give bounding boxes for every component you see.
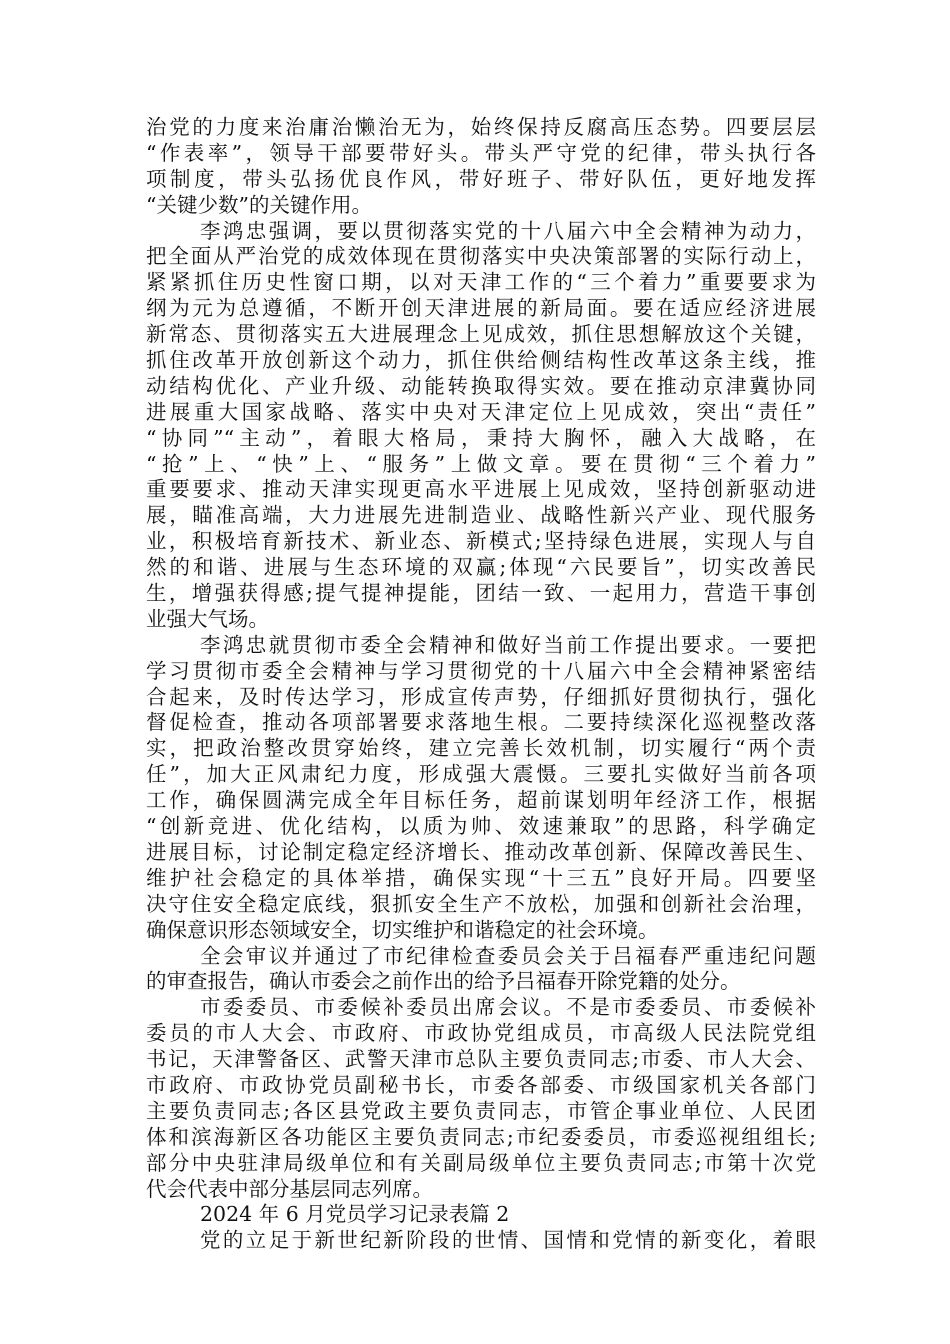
text-line: “创新竞进、优化结构，以质为帅、效速兼取”的思路，科学确定 xyxy=(146,814,816,839)
text-line: 全会审议并通过了市纪律检查委员会关于吕福春严重违纪问题 xyxy=(200,943,816,968)
text-line: 业，积极培育新技术、新业态、新模式;坚持绿色进展，实现人与自 xyxy=(146,529,816,554)
text-line: 纲为元为总遵循，不断开创天津进展的新局面。要在适应经济进展 xyxy=(146,296,816,321)
text-line: 进展重大国家战略、落实中央对天津定位上见成效，突出“责任” xyxy=(146,399,816,424)
text-line: 体和滨海新区各功能区主要负责同志;市纪委委员，市委巡视组组长; xyxy=(146,1124,816,1149)
text-line: 抓住改革开放创新这个动力，抓住供给侧结构性改革这条主线，推 xyxy=(146,348,816,373)
text-line: 进展目标，讨论制定稳定经济增长、推动改革创新、保障改善民生、 xyxy=(146,839,816,864)
text-line: 然的和谐、进展与生态环境的双赢;体现“六民要旨”，切实改善民 xyxy=(146,555,816,580)
text-line: “协同”“主动”，着眼大格局，秉持大胸怀，融入大战略，在 xyxy=(146,425,816,450)
text-line: 书记，天津警备区、武警天津市总队主要负责同志;市委、市人大会、 xyxy=(146,1047,816,1072)
text-line: 委员的市人大会、市政府、市政协党组成员，市高级人民法院党组 xyxy=(146,1021,816,1046)
text-line: 确保意识形态领域安全，切实维护和谐稳定的社会环境。 xyxy=(146,917,659,942)
text-line: 决守住安全稳定底线，狠抓安全生产不放松，加强和创新社会治理， xyxy=(146,891,816,916)
text-line: 合起来，及时传达学习，形成宣传声势，仔细抓好贯彻执行，强化 xyxy=(146,684,816,709)
text-line: “抢”上、“快”上、“服务”上做文章。要在贯彻“三个着力” xyxy=(146,451,816,476)
text-line: 市政府、市政协党员副秘书长，市委各部委、市级国家机关各部门 xyxy=(146,1072,816,1097)
text-line: 主要负责同志;各区县党政主要负责同志，市管企事业单位、人民团 xyxy=(146,1098,816,1123)
text-line: 党的立足于新世纪新阶段的世情、国情和党情的新变化，着眼 xyxy=(200,1228,816,1253)
text-line: 2024 年 6 月党员学习记录表篇 2 xyxy=(200,1202,510,1227)
text-line: 代会代表中部分基层同志列席。 xyxy=(146,1176,433,1201)
text-line: 生，增强获得感;提气提神提能，团结一致、一起用力，营造干事创 xyxy=(146,581,816,606)
text-line: 把全面从严治党的成效体现在贯彻落实中央决策部署的实际行动上， xyxy=(146,244,816,269)
text-line: 学习贯彻市委全会精神与学习贯彻党的十八届六中全会精神紧密结 xyxy=(146,658,816,683)
text-line: 展，瞄准高端，大力进展先进制造业、战略性新兴产业、现代服务 xyxy=(146,503,816,528)
text-line: 项制度，带头弘扬优良作风，带好班子、带好队伍，更好地发挥 xyxy=(146,166,816,191)
text-line: 市委委员、市委候补委员出席会议。不是市委委员、市委候补 xyxy=(200,995,816,1020)
text-line: 任”，加大正风肃纪力度，形成强大震慑。三要扎实做好当前各项 xyxy=(146,762,816,787)
text-line: 实，把政治整改贯穿始终，建立完善长效机制，切实履行“两个责 xyxy=(146,736,816,761)
text-line: 李鸿忠强调，要以贯彻落实党的十八届六中全会精神为动力， xyxy=(200,218,816,243)
text-line: 重要要求、推动天津实现更高水平进展上见成效，坚持创新驱动进 xyxy=(146,477,816,502)
text-line: 动结构优化、产业升级、动能转换取得实效。要在推动京津冀协同 xyxy=(146,373,816,398)
text-line: 新常态、贯彻落实五大进展理念上见成效，抓住思想解放这个关键， xyxy=(146,322,816,347)
document-body xyxy=(146,115,816,1254)
text-line: 的审查报告，确认市委会之前作出的给予吕福春开除党籍的处分。 xyxy=(146,969,741,994)
text-line: 督促检查，推动各项部署要求落地生根。二要持续深化巡视整改落 xyxy=(146,710,816,735)
text-line: 李鸿忠就贯彻市委全会精神和做好当前工作提出要求。一要把 xyxy=(200,632,816,657)
text-line: 维护社会稳定的具体举措，确保实现“十三五”良好开局。四要坚 xyxy=(146,865,816,890)
text-line: 业强大气场。 xyxy=(146,606,269,631)
text-line: 治党的力度来治庸治懒治无为，始终保持反腐高压态势。四要层层 xyxy=(146,115,816,139)
text-line: 工作，确保圆满完成全年目标任务，超前谋划明年经济工作，根据 xyxy=(146,788,816,813)
text-line: 部分中央驻津局级单位和有关副局级单位主要负责同志;市第十次党 xyxy=(146,1150,816,1175)
text-line: “作表率”，领导干部要带好头。带头严守党的纪律，带头执行各 xyxy=(146,140,816,165)
text-line: 紧紧抓住历史性窗口期，以对天津工作的“三个着力”重要要求为 xyxy=(146,270,816,295)
text-line: “关键少数”的关键作用。 xyxy=(146,192,372,217)
